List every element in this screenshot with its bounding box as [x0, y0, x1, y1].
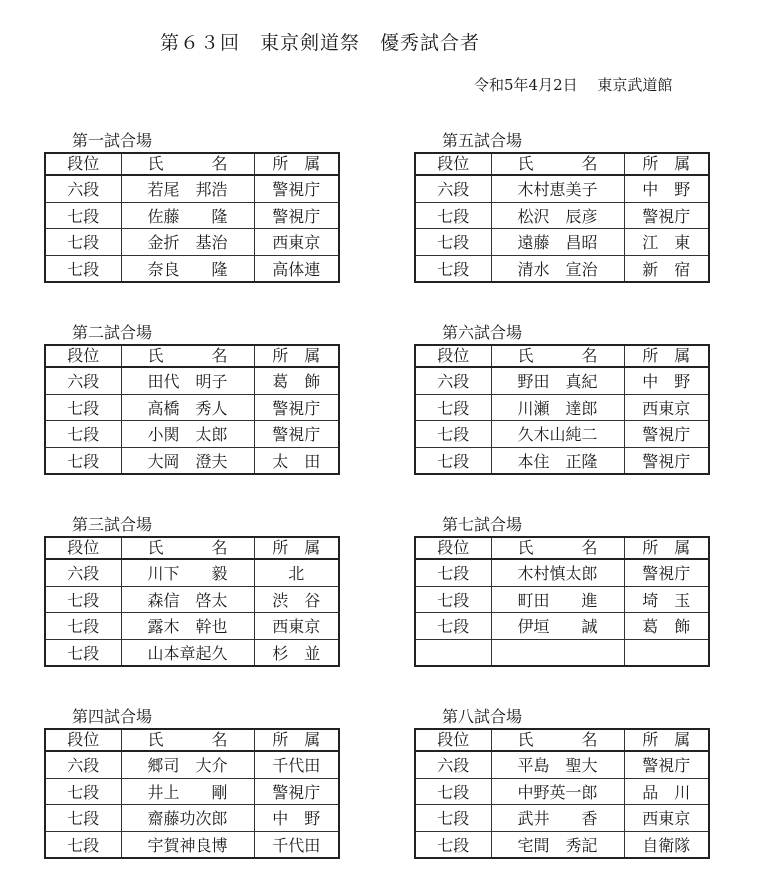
date-and-venue: 令和5年4月2日 東京武道館 — [474, 76, 673, 94]
name-cell: 宇賀神良博 — [121, 831, 254, 858]
rank-header: 段位 — [45, 729, 121, 751]
name-cell: 宅間 秀記 — [491, 831, 624, 858]
affiliation-cell: 太 田 — [254, 447, 339, 474]
affiliation-cell: 警視庁 — [624, 421, 709, 448]
affiliation-cell: 警視庁 — [254, 202, 339, 229]
name-cell: 大岡 澄夫 — [121, 447, 254, 474]
rank-cell: 七段 — [45, 805, 121, 832]
result-table — [414, 728, 710, 859]
name-header: 氏 名 — [491, 153, 624, 175]
rank-cell: 六段 — [415, 367, 491, 394]
affiliation-cell: 西東京 — [624, 394, 709, 421]
name-cell: 露木 幹也 — [121, 613, 254, 640]
table-row — [415, 805, 709, 832]
name-cell: 川下 毅 — [121, 559, 254, 586]
affiliation-cell: 江 東 — [624, 229, 709, 256]
affiliation-cell: 埼 玉 — [624, 586, 709, 613]
rank-cell: 七段 — [415, 447, 491, 474]
affiliation-cell: 千代田 — [254, 751, 339, 778]
result-table — [414, 536, 710, 667]
table-row — [45, 175, 339, 202]
name-header: 氏 名 — [491, 537, 624, 559]
venue-title: 第四試合場 — [72, 707, 153, 726]
affiliation-header: 所 属 — [254, 345, 339, 367]
rank-cell: 七段 — [415, 421, 491, 448]
name-cell: 田代 明子 — [121, 367, 254, 394]
rank-cell: 七段 — [45, 421, 121, 448]
affiliation-header: 所 属 — [624, 729, 709, 751]
header-row — [415, 153, 709, 175]
name-cell: 平島 聖大 — [491, 751, 624, 778]
name-cell: 久木山純二 — [491, 421, 624, 448]
venue-title: 第八試合場 — [442, 707, 523, 726]
affiliation-header: 所 属 — [254, 537, 339, 559]
name-cell: 町田 進 — [491, 586, 624, 613]
table-row — [45, 255, 339, 282]
result-table — [44, 536, 340, 667]
header-row — [45, 537, 339, 559]
result-table — [44, 152, 340, 283]
name-cell: 奈良 隆 — [121, 255, 254, 282]
name-header: 氏 名 — [491, 345, 624, 367]
header-row — [45, 153, 339, 175]
affiliation-cell: 中 野 — [254, 805, 339, 832]
name-cell: 井上 剛 — [121, 778, 254, 805]
affiliation-header: 所 属 — [254, 153, 339, 175]
table-row — [415, 175, 709, 202]
rank-cell: 七段 — [45, 255, 121, 282]
affiliation-cell: 西東京 — [254, 613, 339, 640]
affiliation-cell: 中 野 — [624, 367, 709, 394]
table-row — [415, 367, 709, 394]
affiliation-cell: 警視庁 — [624, 751, 709, 778]
rank-cell: 七段 — [415, 255, 491, 282]
venue-block — [44, 130, 338, 283]
table-row — [45, 394, 339, 421]
table-row — [45, 447, 339, 474]
name-cell: 川瀬 達郎 — [491, 394, 624, 421]
venue-title: 第一試合場 — [72, 131, 153, 150]
affiliation-header: 所 属 — [254, 729, 339, 751]
venue-block — [44, 322, 338, 475]
result-table — [44, 344, 340, 475]
rank-cell: 七段 — [415, 831, 491, 858]
rank-cell: 七段 — [45, 229, 121, 256]
table-row — [45, 805, 339, 832]
header-row — [45, 345, 339, 367]
name-cell: 高橋 秀人 — [121, 394, 254, 421]
venue-block — [414, 130, 708, 283]
header-row — [45, 729, 339, 751]
rank-cell: 七段 — [45, 831, 121, 858]
rank-cell — [415, 639, 491, 666]
table-row — [415, 229, 709, 256]
table-row — [415, 421, 709, 448]
venue-block — [414, 514, 708, 667]
rank-cell: 七段 — [45, 447, 121, 474]
table-row — [415, 202, 709, 229]
rank-cell: 七段 — [415, 559, 491, 586]
table-row — [45, 639, 339, 666]
venue-block — [414, 706, 708, 859]
table-row — [415, 639, 709, 666]
table-row — [45, 778, 339, 805]
rank-header: 段位 — [45, 537, 121, 559]
table-row — [415, 255, 709, 282]
table-row — [415, 751, 709, 778]
table-row — [415, 586, 709, 613]
rank-cell: 七段 — [45, 586, 121, 613]
venue-title: 第七試合場 — [442, 515, 523, 534]
affiliation-cell: 千代田 — [254, 831, 339, 858]
affiliation-cell: 渋 谷 — [254, 586, 339, 613]
table-row — [45, 751, 339, 778]
table-row — [45, 831, 339, 858]
name-cell: 本住 正隆 — [491, 447, 624, 474]
rank-cell: 七段 — [415, 229, 491, 256]
affiliation-cell: 高体連 — [254, 255, 339, 282]
result-table — [414, 152, 710, 283]
table-row — [45, 421, 339, 448]
table-row — [45, 229, 339, 256]
affiliation-cell: 中 野 — [624, 175, 709, 202]
table-row — [415, 447, 709, 474]
affiliation-cell: 西東京 — [254, 229, 339, 256]
affiliation-cell: 西東京 — [624, 805, 709, 832]
venue-title: 第二試合場 — [72, 323, 153, 342]
rank-cell: 六段 — [45, 559, 121, 586]
name-cell: 森信 啓太 — [121, 586, 254, 613]
name-cell: 松沢 辰彦 — [491, 202, 624, 229]
name-cell: 若尾 邦浩 — [121, 175, 254, 202]
name-cell: 中野英一郎 — [491, 778, 624, 805]
affiliation-cell: 葛 飾 — [624, 613, 709, 640]
rank-cell: 七段 — [415, 778, 491, 805]
rank-cell: 六段 — [45, 751, 121, 778]
result-table — [44, 728, 340, 859]
affiliation-cell: 新 宿 — [624, 255, 709, 282]
venue-title: 第六試合場 — [442, 323, 523, 342]
name-cell: 遠藤 昌昭 — [491, 229, 624, 256]
rank-cell: 六段 — [415, 751, 491, 778]
table-row — [415, 613, 709, 640]
result-table — [414, 344, 710, 475]
table-row — [45, 613, 339, 640]
venue-block — [44, 706, 338, 859]
rank-header: 段位 — [45, 153, 121, 175]
rank-cell: 七段 — [45, 613, 121, 640]
rank-header: 段位 — [415, 729, 491, 751]
name-cell: 郷司 大介 — [121, 751, 254, 778]
name-header: 氏 名 — [121, 729, 254, 751]
table-row — [45, 559, 339, 586]
affiliation-header: 所 属 — [624, 345, 709, 367]
name-header: 氏 名 — [121, 345, 254, 367]
affiliation-cell: 警視庁 — [254, 778, 339, 805]
affiliation-cell: 葛 飾 — [254, 367, 339, 394]
name-header: 氏 名 — [121, 537, 254, 559]
name-header: 氏 名 — [491, 729, 624, 751]
affiliation-cell: 警視庁 — [624, 559, 709, 586]
header-row — [415, 729, 709, 751]
name-cell: 佐藤 隆 — [121, 202, 254, 229]
header-row — [415, 537, 709, 559]
affiliation-cell — [624, 639, 709, 666]
header-row — [415, 345, 709, 367]
name-cell: 野田 真紀 — [491, 367, 624, 394]
affiliation-cell: 北 — [254, 559, 339, 586]
affiliation-cell: 警視庁 — [254, 394, 339, 421]
rank-cell: 七段 — [415, 805, 491, 832]
rank-cell: 六段 — [45, 367, 121, 394]
rank-cell: 七段 — [415, 586, 491, 613]
rank-cell: 六段 — [45, 175, 121, 202]
table-row — [415, 778, 709, 805]
affiliation-cell: 警視庁 — [624, 447, 709, 474]
rank-header: 段位 — [415, 345, 491, 367]
affiliation-cell: 杉 並 — [254, 639, 339, 666]
venue-title: 第五試合場 — [442, 131, 523, 150]
affiliation-cell: 品 川 — [624, 778, 709, 805]
table-row — [415, 394, 709, 421]
rank-cell: 七段 — [45, 639, 121, 666]
affiliation-cell: 警視庁 — [254, 175, 339, 202]
table-row — [45, 586, 339, 613]
rank-cell: 七段 — [415, 202, 491, 229]
affiliation-cell: 警視庁 — [254, 421, 339, 448]
page-title: 第６３回 東京剣道祭 優秀試合者 — [160, 32, 481, 54]
name-cell: 伊垣 誠 — [491, 613, 624, 640]
affiliation-header: 所 属 — [624, 153, 709, 175]
venue-block — [44, 514, 338, 667]
table-row — [45, 202, 339, 229]
affiliation-cell: 警視庁 — [624, 202, 709, 229]
rank-cell: 七段 — [415, 394, 491, 421]
name-cell: 金折 基治 — [121, 229, 254, 256]
table-row — [415, 831, 709, 858]
venue-block — [414, 322, 708, 475]
name-cell: 武井 香 — [491, 805, 624, 832]
name-cell — [491, 639, 624, 666]
name-cell: 清水 宣治 — [491, 255, 624, 282]
rank-header: 段位 — [415, 537, 491, 559]
name-cell: 小関 太郎 — [121, 421, 254, 448]
name-cell: 齋藤功次郎 — [121, 805, 254, 832]
rank-cell: 七段 — [45, 394, 121, 421]
rank-cell: 七段 — [415, 613, 491, 640]
venue-title: 第三試合場 — [72, 515, 153, 534]
rank-cell: 七段 — [45, 202, 121, 229]
name-cell: 木村慎太郎 — [491, 559, 624, 586]
rank-cell: 七段 — [45, 778, 121, 805]
table-row — [45, 367, 339, 394]
affiliation-header: 所 属 — [624, 537, 709, 559]
name-header: 氏 名 — [121, 153, 254, 175]
affiliation-cell: 自衛隊 — [624, 831, 709, 858]
rank-cell: 六段 — [415, 175, 491, 202]
rank-header: 段位 — [45, 345, 121, 367]
table-row — [415, 559, 709, 586]
name-cell: 山本章起久 — [121, 639, 254, 666]
rank-header: 段位 — [415, 153, 491, 175]
name-cell: 木村恵美子 — [491, 175, 624, 202]
